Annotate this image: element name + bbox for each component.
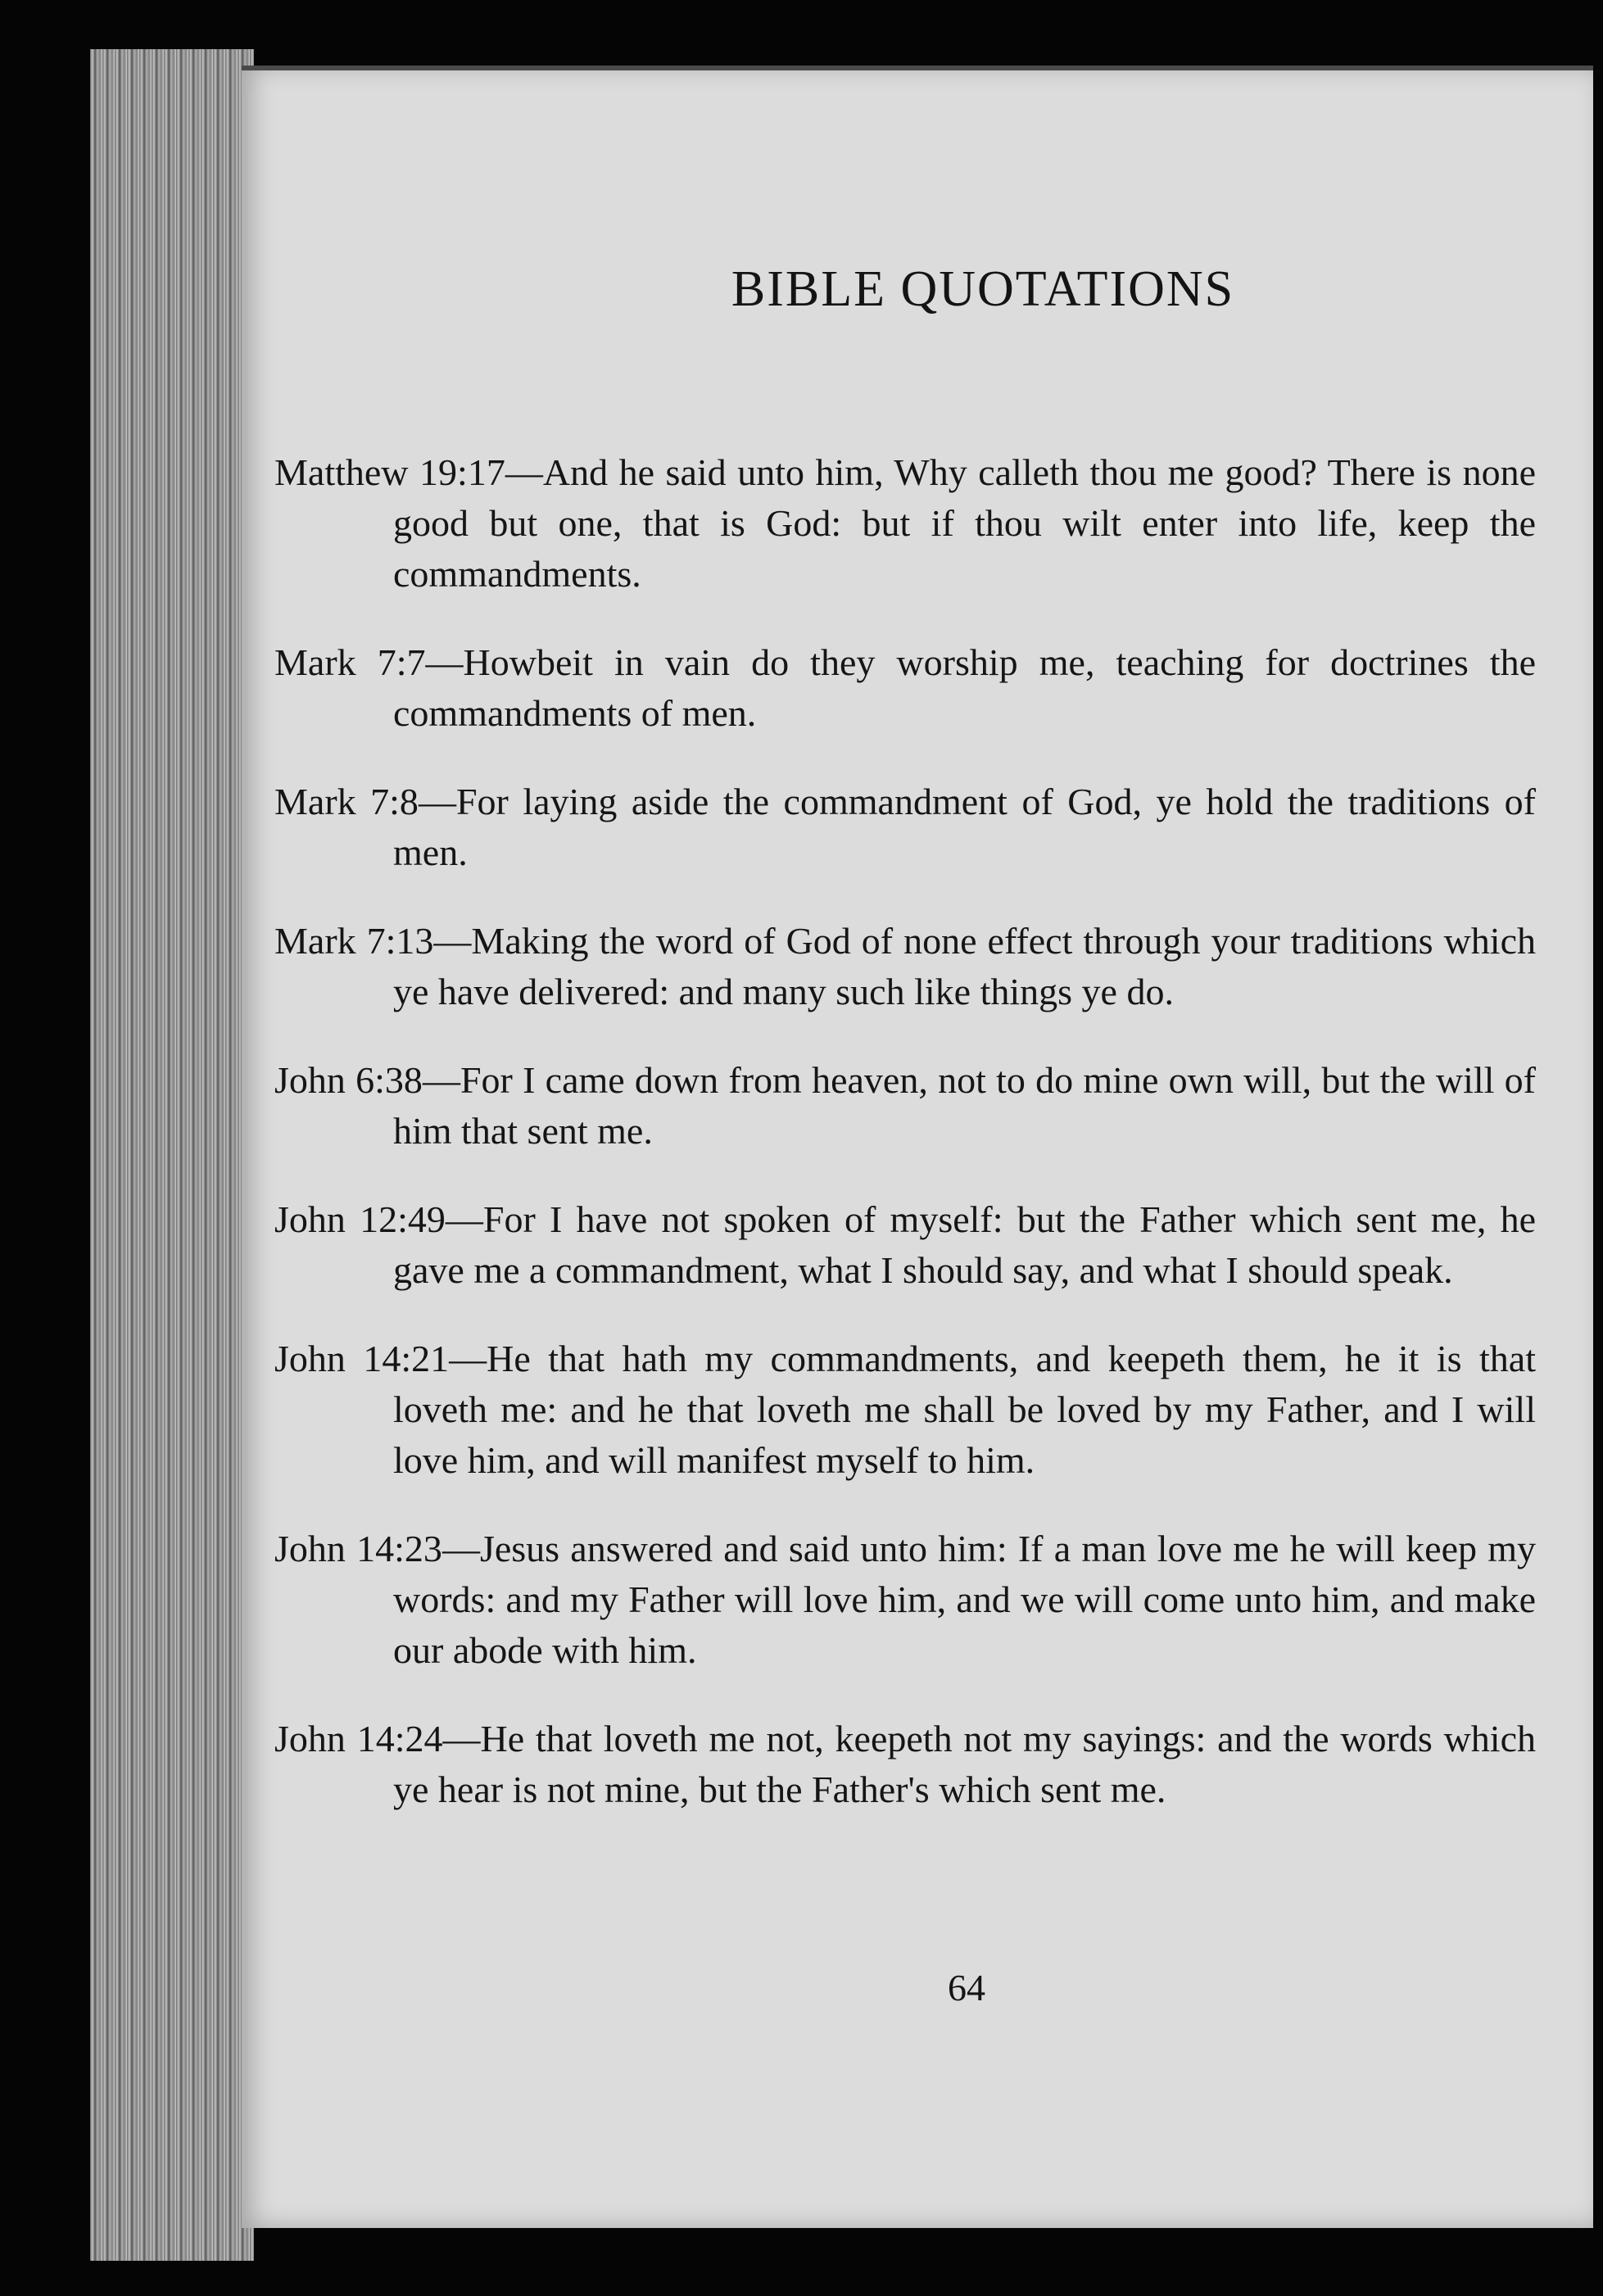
page-top-edge [242, 66, 1593, 70]
quotation-text: —For I have not spoken of myself: but the Father which sent me, he gave me a commandment, what I should say, and what I should speak. [393, 1198, 1537, 1291]
quotation-text: —For I came down from heaven, not to do mine own will, but the will of him that sent me. [393, 1059, 1536, 1152]
quotation-mark-7-8 [274, 777, 1536, 878]
book-page [242, 66, 1593, 2228]
quotation-text: —Howbeit in vain do they worship me, teaching for doctrines the commandments of men. [393, 641, 1536, 734]
quotation-john-14-24 [274, 1714, 1536, 1815]
quotation-reference: John 14:24 [274, 1718, 443, 1759]
quotation-text: —He that loveth me not, keepeth not my sayings: and the words which ye hear is not mine, but the Father's which sent me. [393, 1718, 1536, 1810]
page-number: 64 [948, 1967, 985, 2008]
quotation-reference: John 12:49 [274, 1198, 446, 1240]
quotation-john-12-49 [274, 1194, 1536, 1296]
quotation-john-14-21 [274, 1334, 1536, 1486]
quotation-reference: Mark 7:13 [274, 920, 434, 962]
quotation-text: —For laying aside the commandment of God, ye hold the traditions of men. [393, 781, 1536, 873]
quotation-reference: John 14:23 [274, 1528, 442, 1569]
quotation-reference: Mark 7:7 [274, 641, 426, 683]
quotation-mark-7-7 [274, 637, 1536, 739]
quotation-list [274, 410, 1536, 1843]
quotation-john-14-23 [274, 1524, 1536, 1676]
quotation-reference: John 14:21 [274, 1338, 450, 1379]
quotation-text: —Making the word of God of none effect through your traditions which ye have delivered: and many such like things ye do. [393, 920, 1536, 1012]
quotation-matthew-19-17 [274, 447, 1536, 600]
quotation-reference: Mark 7:8 [274, 781, 419, 822]
quotation-text: —Jesus answered and said unto him: If a man love me he will keep my words: and my Father will love him, and we will come unto him, and make our abode with him. [393, 1528, 1537, 1671]
quotation-text: —He that hath my commandments, and keepeth them, he it is that loveth me: and he that loveth me shall be loved by my Father, and I will love him, and will manifest myself to him. [393, 1338, 1536, 1481]
page-title: BIBLE QUOTATIONS [731, 261, 1235, 317]
quotation-reference: John 6:38 [274, 1059, 423, 1101]
quotation-mark-7-13 [274, 916, 1536, 1017]
quotation-text: —And he said unto him, Why calleth thou me good? There is none good but one, that is God: but if thou wilt enter into life, keep the commandments. [393, 451, 1537, 595]
book-page-edges [90, 49, 254, 2261]
quotation-reference: Matthew 19:17 [274, 451, 505, 493]
quotation-john-6-38 [274, 1055, 1536, 1157]
